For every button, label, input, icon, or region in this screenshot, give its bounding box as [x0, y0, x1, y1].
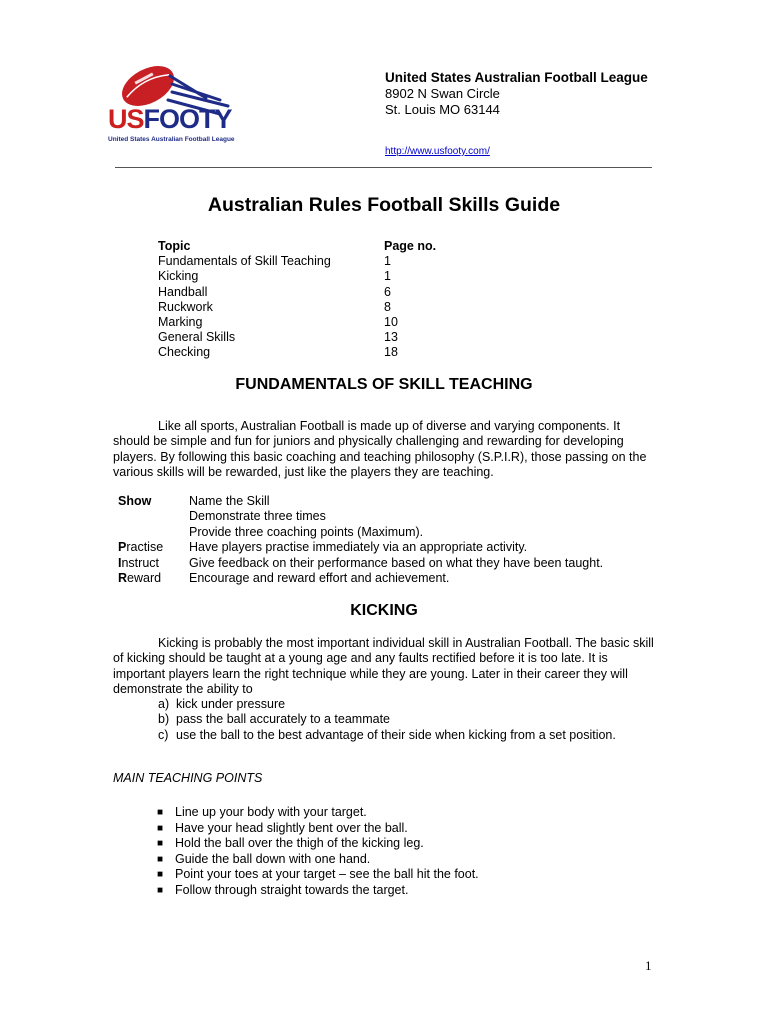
document-title: Australian Rules Football Skills Guide: [207, 194, 561, 216]
square-bullet-icon: ■: [157, 807, 164, 818]
toc-row: [158, 315, 436, 330]
toc-page: 6: [384, 284, 391, 299]
list-item: [158, 697, 616, 712]
bullet-text: Have your head slightly bent over the ball.: [175, 820, 408, 835]
list-text: pass the ball accurately to a teammate: [176, 712, 391, 727]
spir-key: Practise: [118, 540, 164, 555]
toc-topic: Handball: [158, 284, 208, 299]
header-divider: [115, 167, 652, 168]
fundamentals-paragraph: Like all sports, Australian Football is made up of diverse and varying components. It should be simple and fun for juniors and physically challenging and rewarding for developing players. By following this basic coaching and teaching philosophy (S.P.I.R), those passing on the various skills will be rewarded, just like the players they are teaching.: [113, 419, 647, 479]
toc-page: 10: [384, 315, 398, 330]
spir-text: Provide three coaching points (Maximum).: [189, 524, 424, 539]
page-number: 1: [645, 958, 652, 973]
spir-key: [118, 509, 189, 524]
bullet-text: Hold the ball over the thigh of the kicking leg.: [175, 836, 424, 851]
bullet-item: [157, 852, 479, 868]
bullet-item: [157, 867, 479, 883]
toc-page: 1: [384, 254, 391, 269]
toc-topic: Ruckwork: [158, 299, 213, 314]
toc-col-page: Page no.: [384, 239, 437, 253]
spir-row: [118, 540, 603, 555]
spir-row: [118, 525, 603, 540]
list-item: [158, 728, 616, 743]
spir-row: [118, 556, 603, 571]
toc-topic: Kicking: [158, 269, 199, 284]
square-bullet-icon: ■: [157, 853, 164, 865]
square-bullet-icon: ■: [157, 822, 164, 834]
logo-footy: FOOTY: [143, 104, 232, 134]
bullet-item: [157, 836, 479, 852]
toc-row: [158, 285, 436, 300]
toc-topic: Fundamentals of Skill Teaching: [158, 254, 331, 269]
bullet-item: [157, 805, 479, 821]
square-bullet-icon: ■: [157, 869, 164, 881]
bullet-text: Guide the ball down with one hand.: [175, 851, 371, 866]
toc-row: [158, 254, 436, 269]
spir-text: Have players practise immediately via an appropriate activity.: [189, 540, 528, 555]
toc-page: 13: [384, 330, 398, 345]
spir-row: [118, 509, 603, 524]
logo-wordmark: [108, 104, 232, 134]
spir-key: Show: [118, 494, 152, 508]
website-link[interactable]: http://www.usfooty.com/: [385, 146, 490, 157]
teaching-points-heading: MAIN TEACHING POINTS: [113, 771, 263, 785]
toc-row: [158, 269, 436, 284]
toc-page: 18: [384, 345, 398, 360]
spir-text: Give feedback on their performance based on what they have been taught.: [189, 555, 604, 570]
bullet-item: [157, 883, 479, 899]
spir-row: [118, 571, 603, 586]
toc-topic: Checking: [158, 345, 211, 360]
list-item: [158, 712, 616, 727]
toc-row: [158, 300, 436, 315]
spir-text: Name the Skill: [189, 494, 270, 508]
spir-text: Encourage and reward effort and achievement.: [189, 571, 450, 586]
spir-row: [118, 494, 603, 509]
org-name: United States Australian Football League: [385, 70, 648, 85]
square-bullet-icon: ■: [157, 838, 164, 850]
toc-row: [158, 330, 436, 345]
bullet-text: Point your toes at your target – see the ball hit the foot.: [175, 867, 479, 882]
square-bullet-icon: ■: [157, 884, 164, 896]
spir-key: [118, 525, 189, 540]
list-marker: a): [158, 697, 170, 711]
toc-page: 8: [384, 299, 391, 314]
table-of-contents: [158, 239, 436, 361]
spir-table: [118, 494, 603, 586]
toc-topic: General Skills: [158, 330, 236, 345]
kicking-paragraph: Kicking is probably the most important individual skill in Australian Football. The basic skill of kicking should be taught at a young age and any faults rectified before it is too late. It is important players learn the right technique while they are young. Later in their career they will demonstrate the ability to: [113, 636, 654, 696]
bullet-text: Line up your body with your target.: [175, 805, 367, 819]
list-marker: b): [158, 712, 170, 727]
logo-tagline: United States Australian Football League: [108, 136, 235, 143]
list-text: use the ball to the best advantage of their side when kicking from a set position.: [176, 727, 616, 742]
toc-page: 1: [384, 269, 391, 284]
toc-topic: Marking: [158, 315, 203, 330]
kicking-heading: KICKING: [350, 602, 418, 619]
teaching-points-list: [157, 805, 479, 899]
logo-us: US: [108, 104, 144, 134]
list-text: kick under pressure: [176, 697, 286, 711]
spir-text: Demonstrate three times: [189, 509, 326, 524]
bullet-item: [157, 821, 479, 837]
abilities-list: [158, 697, 616, 743]
address-line-1: 8902 N Swan Circle: [385, 86, 500, 101]
bullet-text: Follow through straight towards the target.: [175, 882, 409, 897]
fundamentals-heading: FUNDAMENTALS OF SKILL TEACHING: [235, 376, 533, 393]
address-line-2: St. Louis MO 63144: [385, 102, 500, 117]
spir-key: Reward: [118, 571, 162, 586]
list-marker: c): [158, 727, 169, 742]
toc-header-row: [158, 239, 436, 254]
toc-col-topic: Topic: [158, 239, 191, 253]
org-address-block: [385, 70, 648, 118]
spir-key: Instruct: [118, 555, 159, 570]
toc-row: [158, 345, 436, 360]
